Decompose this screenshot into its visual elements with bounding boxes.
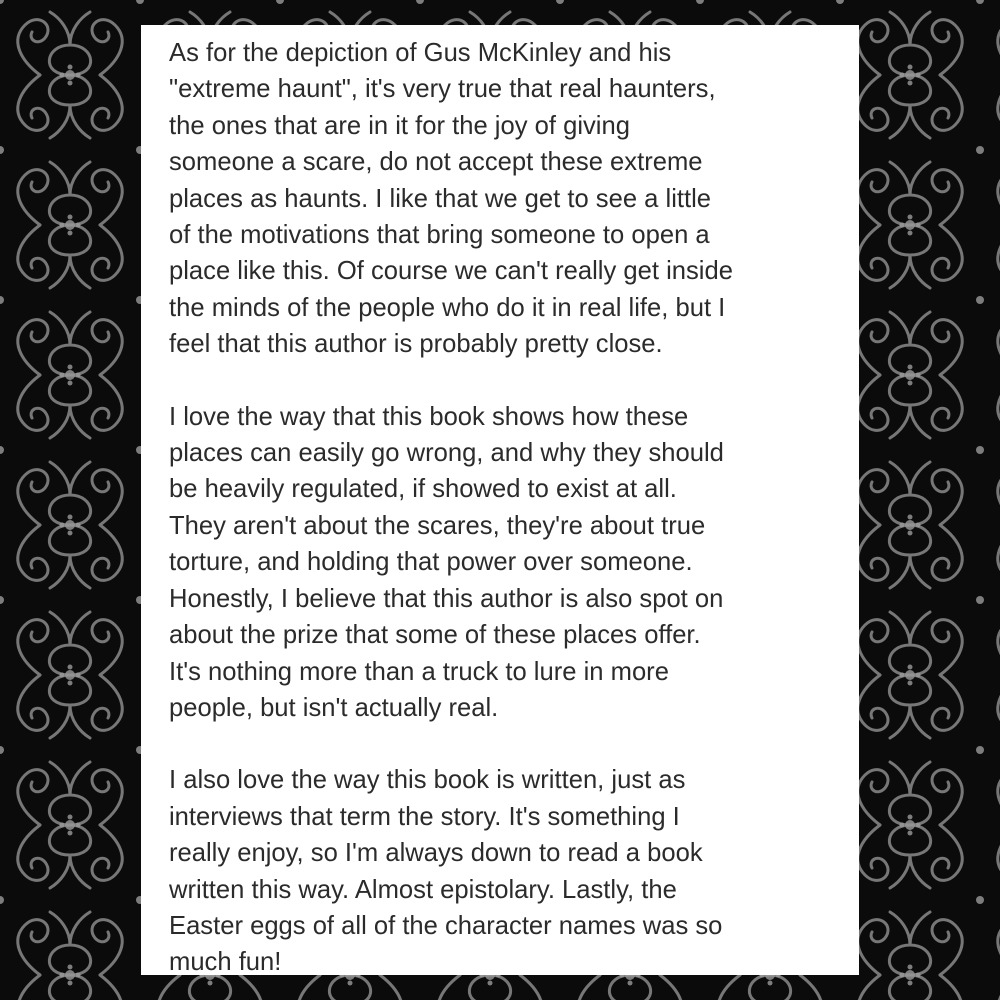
review-text-card	[141, 25, 859, 975]
review-paragraph-1: As for the depiction of Gus McKinley and his "extreme haunt", it's very true that real haunters, the ones that are in it for the joy of giving someone a scare, do not accept these extreme places as haunts. I like that we get to see a little of the motivations that bring someone to open a place like this. Of course we can't really get inside the minds of the people who do it in real life, but I feel that this author is probably pretty close.	[169, 39, 733, 359]
review-paragraph-3: I also love the way this book is written, just as interviews that term the story. It's something I really enjoy, so I'm always down to read a book written this way. Almost epistolary. Lastly, the Easter eggs of all of the character names was so much fun!	[169, 766, 723, 975]
review-paragraph-2: I love the way that this book shows how these places can easily go wrong, and why they should be heavily regulated, if showed to exist at all. They aren't about the scares, they're about true torture, and holding that power over someone. Honestly, I believe that this author is also spot on about the prize that some of these places offer. It's nothing more than a truck to lure in more people, but isn't actually real.	[169, 402, 724, 722]
